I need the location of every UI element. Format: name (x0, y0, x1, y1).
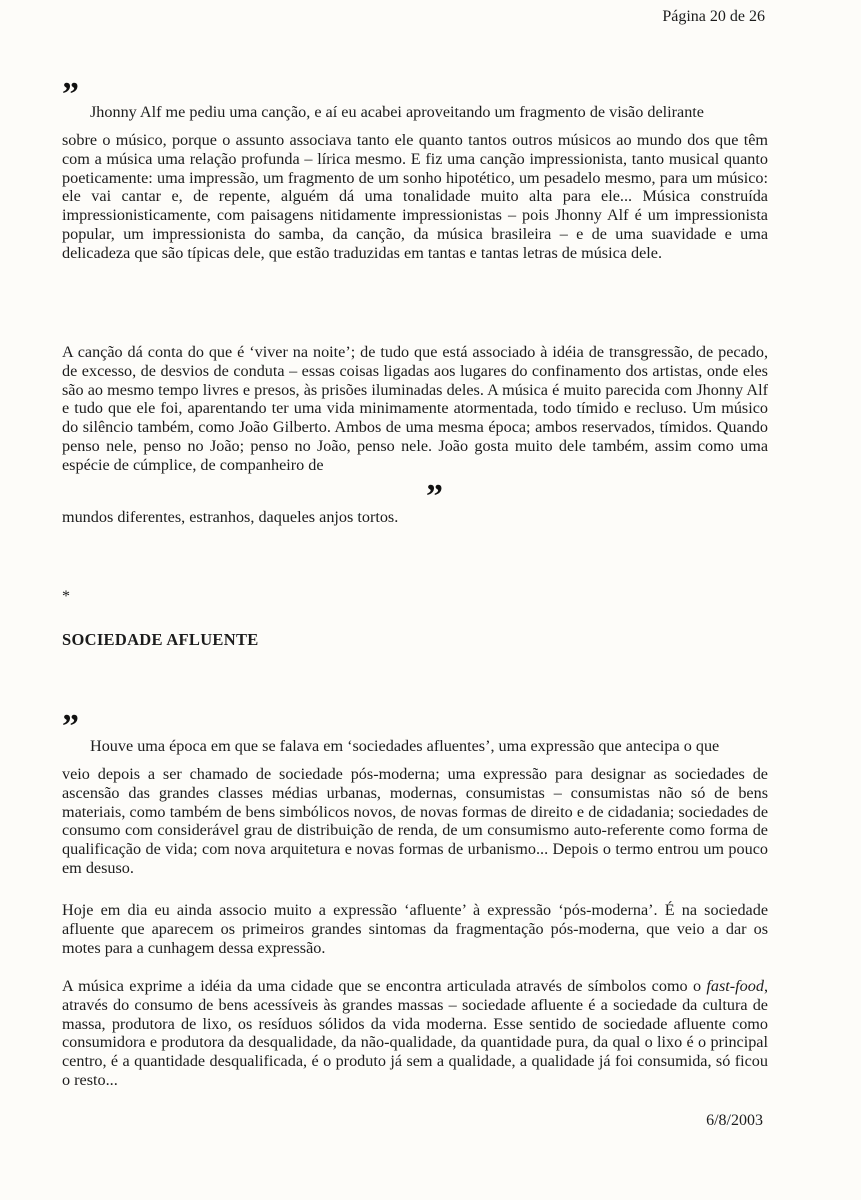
paragraph-closing-line: mundos diferentes, estranhos, daqueles anjos tortos. (62, 508, 399, 526)
quote-first-line: Jhonny Alf me pediu uma canção, e aí eu acabei aproveitando um fragmento de visão delirante (90, 103, 704, 121)
document-date: 6/8/2003 (706, 1112, 763, 1129)
page-number: Página 20 de 26 (662, 8, 765, 25)
fast-food-text-end: , através do consumo de bens acessíveis às grandes massas – sociedade afluente é a sociedade da cultura de massa, produtora de lixo, os resíduos sólidos da vida moderna. Esse sentido de sociedade afluente como consumidora e produtora da desqualidade, da não-qualidade, da quantidade pura, da qual o lixo é o principal centro, é a quantidade desqualificada, é o produto já sem a qualidade, a qualidade já foi consumida, só ficou o resto... (62, 977, 768, 1089)
opening-quote-mark: ” (62, 76, 76, 113)
closing-quote-mark: ” (426, 478, 440, 515)
fast-food-italic: fast-food (706, 977, 764, 995)
opening-quote-mark-2: ” (62, 708, 76, 745)
paragraph-viver-na-noite: A canção dá conta do que é ‘viver na noite’; de tudo que está associado à idéia de transgressão, de pecado, de excesso, de desvios de conduta – essas coisas ligadas aos lugares do confinamento dos artistas, onde eles são ao mesmo tempo livres e presos, às prisões iluminadas deles. A música é muito parecida com Jhonny Alf e tudo que ele foi, aparentando ter uma vida minimamente atormentada, todo tímido e recluso. Um músico do silêncio também, como João Gilberto. Ambos de uma mesma época; ambos reservados, tímidos. Quando penso nele, penso no João; penso no João, penso nele. João gosta muito dele também, assim como uma espécie de cúmplice, de companheiro de (62, 343, 768, 474)
paragraph-sociedade-afluente: veio depois a ser chamado de sociedade pós-moderna; uma expressão para designar as sociedades de ascensão das grandes classes médias urbanas, modernas, consumistas – consumistas não só de bens materiais, como também de bens simbólicos novos, de novas formas de direito e de cidadania; sociedades de consumo com considerável grau de distribuição de renda, de um consumismo auto-referente como forma de qualificação de vida; com nova arquitetura e novas formas de urbanismo... Depois o termo entrou um pouco em desuso. (62, 765, 768, 877)
section-separator: * (62, 588, 70, 605)
quote-paragraph-body: sobre o músico, porque o assunto associava tanto ele quanto tantos outros músicos ao mundo dos que têm com a música uma relação profunda – lírica mesmo. E fiz uma canção impressionista, tanto musical quanto poeticamente: uma impressão, um fragmento de um sonho hipotético, um pesadelo mesmo, para um músico: ele vai cantar e, de repente, alguém dá uma tonalidade muito alta para ele... Música construída impressionisticamente, com paisagens nitidamente impressionistas – pois Jhonny Alf é um impressionista popular, um impressionista do samba, da canção, da música brasileira – e de uma suavidade e uma delicadeza que são típicas dele, que estão traduzidas em tantas e tantas letras de música dele. (62, 131, 768, 262)
paragraph-pos-moderna: Hoje em dia eu ainda associo muito a expressão ‘afluente’ à expressão ‘pós-moderna’. É na sociedade afluente que aparecem os primeiros grandes sintomas da fragmentação pós-moderna, que veio a dar os motes para a cunhagem dessa expressão. (62, 901, 768, 957)
fast-food-text-start: A música exprime a idéia da uma cidade que se encontra articulada através de símbolos como o (62, 977, 707, 995)
section-heading: SOCIEDADE AFLUENTE (62, 630, 259, 649)
quote-first-line-2: Houve uma época em que se falava em ‘sociedades afluentes’, uma expressão que antecipa o que (90, 737, 720, 755)
paragraph-fast-food (62, 977, 768, 1090)
